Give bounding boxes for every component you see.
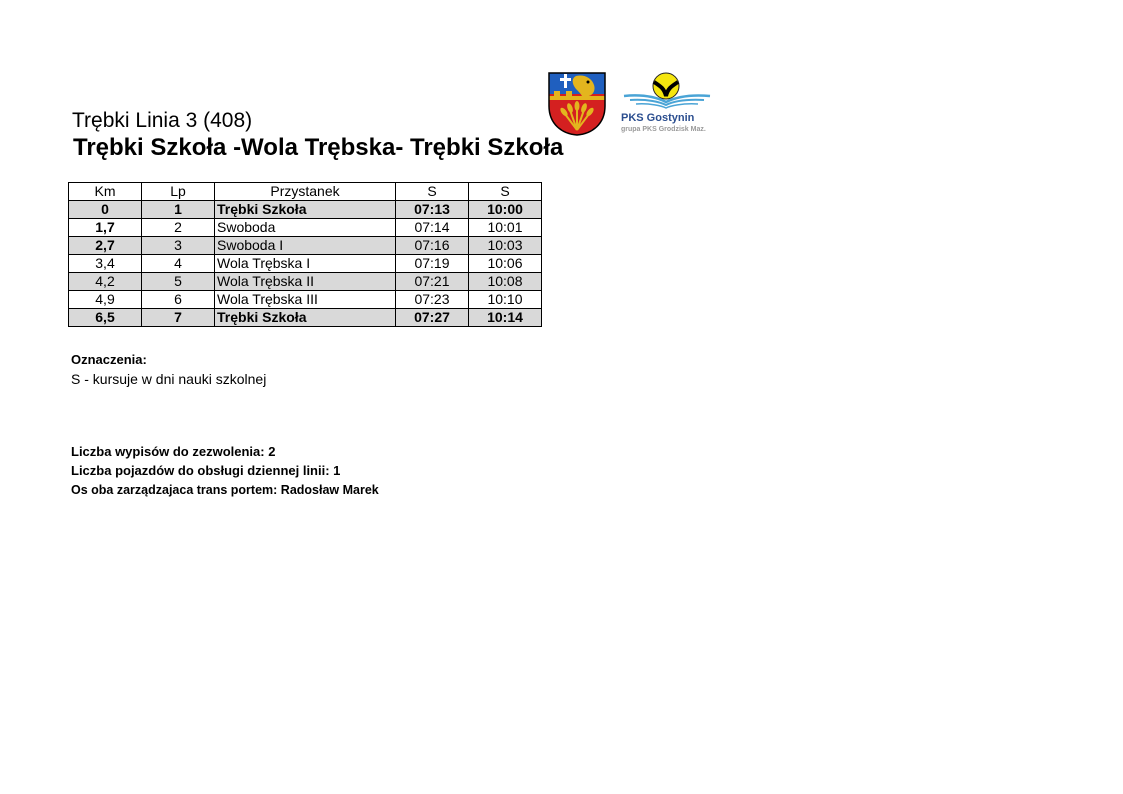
- lp-cell: 6: [142, 291, 215, 309]
- time-cell: 10:01: [469, 219, 542, 237]
- km-cell: 0: [69, 201, 142, 219]
- time-cell: 10:00: [469, 201, 542, 219]
- stop-cell: Trębki Szkoła: [215, 201, 396, 219]
- time-cell: 07:23: [396, 291, 469, 309]
- pks-logo-name: PKS Gostynin: [621, 112, 695, 124]
- table-row: [69, 219, 542, 237]
- timetable-header-row: [69, 183, 542, 201]
- timetable: [68, 182, 542, 327]
- lp-cell: 3: [142, 237, 215, 255]
- coat-of-arms-logo: [548, 72, 606, 136]
- lp-cell: 4: [142, 255, 215, 273]
- pks-logo-group: grupa PKS Grodzisk Maz.: [621, 126, 706, 133]
- column-header-km: Km: [69, 183, 142, 201]
- time-cell: 07:21: [396, 273, 469, 291]
- lp-cell: 5: [142, 273, 215, 291]
- legend-title: Oznaczenia:: [71, 352, 147, 367]
- time-cell: 10:14: [469, 309, 542, 327]
- lp-cell: 2: [142, 219, 215, 237]
- route-title: Trębki Szkoła -Wola Trębska- Trębki Szkoła: [73, 134, 564, 161]
- km-cell: 4,2: [69, 273, 142, 291]
- km-cell: 2,7: [69, 237, 142, 255]
- vehicle-count: Liczba pojazdów do obsługi dziennej linii: 1: [71, 463, 341, 478]
- permit-count: Liczba wypisów do zezwolenia: 2: [71, 444, 276, 459]
- column-header-course-1: S: [396, 183, 469, 201]
- km-cell: 3,4: [69, 255, 142, 273]
- stop-cell: Trębki Szkoła: [215, 309, 396, 327]
- table-row: [69, 201, 542, 219]
- time-cell: 07:13: [396, 201, 469, 219]
- time-cell: 07:14: [396, 219, 469, 237]
- lp-cell: 1: [142, 201, 215, 219]
- line-subtitle: Trębki Linia 3 (408): [72, 109, 253, 132]
- km-cell: 1,7: [69, 219, 142, 237]
- table-row: [69, 309, 542, 327]
- stop-cell: Wola Trębska III: [215, 291, 396, 309]
- column-header-stop: Przystanek: [215, 183, 396, 201]
- stop-cell: Wola Trębska II: [215, 273, 396, 291]
- column-header-lp: Lp: [142, 183, 215, 201]
- time-cell: 07:27: [396, 309, 469, 327]
- pks-gostynin-logo: [618, 72, 718, 136]
- stop-cell: Wola Trębska I: [215, 255, 396, 273]
- legend-item: S - kursuje w dni nauki szkolnej: [71, 371, 267, 387]
- table-row: [69, 255, 542, 273]
- lp-cell: 7: [142, 309, 215, 327]
- table-row: [69, 291, 542, 309]
- time-cell: 07:16: [396, 237, 469, 255]
- time-cell: 10:06: [469, 255, 542, 273]
- table-row: [69, 237, 542, 255]
- km-cell: 6,5: [69, 309, 142, 327]
- km-cell: 4,9: [69, 291, 142, 309]
- time-cell: 07:19: [396, 255, 469, 273]
- transport-manager: Os oba zarządzajaca trans portem: Radosław Marek: [71, 483, 379, 497]
- stop-cell: Swoboda I: [215, 237, 396, 255]
- table-row: [69, 273, 542, 291]
- stop-cell: Swoboda: [215, 219, 396, 237]
- time-cell: 10:03: [469, 237, 542, 255]
- time-cell: 10:10: [469, 291, 542, 309]
- time-cell: 10:08: [469, 273, 542, 291]
- column-header-course-2: S: [469, 183, 542, 201]
